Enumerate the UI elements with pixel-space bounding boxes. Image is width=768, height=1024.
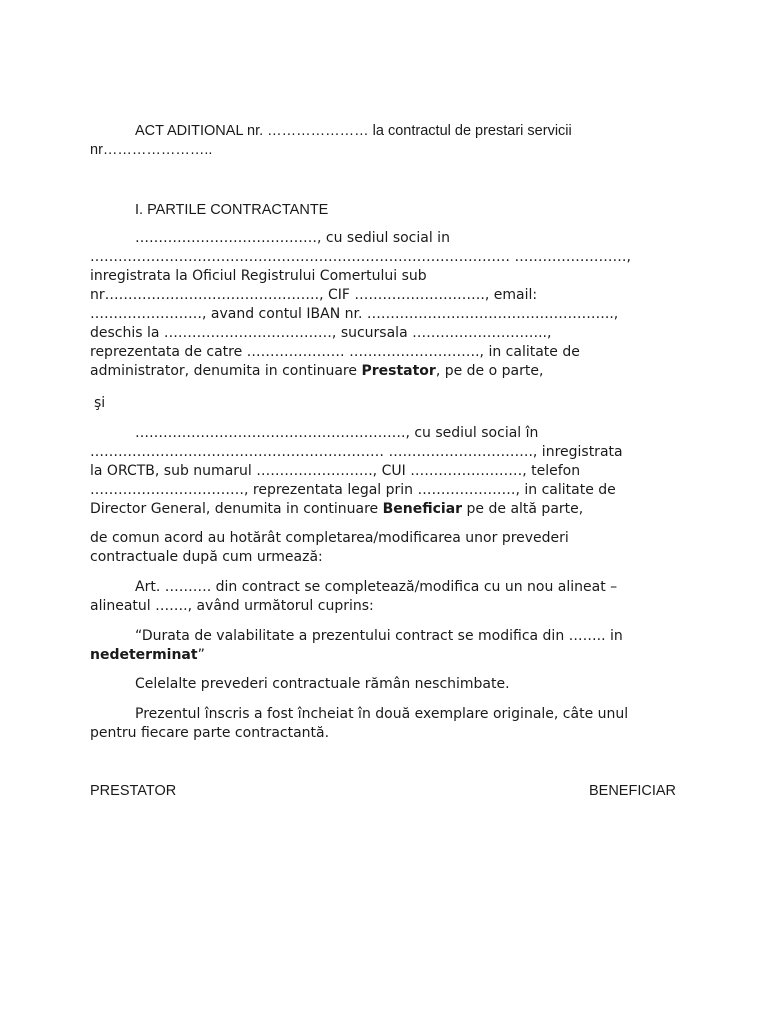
prestator-last-pre: administrator, denumita in continuare <box>90 363 362 379</box>
beneficiar-line: ……………………………………………………… …………………………., inregistrata <box>90 444 623 460</box>
beneficiar-line: la ORCTB, sub numarul ……………………., CUI ……………………, telefon <box>90 463 581 479</box>
beneficiar-line-last <box>90 500 682 519</box>
unchanged-paragraph <box>90 675 682 694</box>
unchanged-text: Celelalte prevederi contractuale rămân neschimbate. <box>135 676 510 692</box>
quote-line-1: “Durata de valabilitate a prezentului contract se modifica din …….. in <box>135 628 623 644</box>
signature-prestator: PRESTATOR <box>90 783 177 799</box>
article-line-1: Art. ………. din contract se completează/modifica cu un nou alineat – <box>135 579 618 595</box>
article-paragraph <box>90 578 682 616</box>
quote-paragraph <box>90 627 682 665</box>
beneficiar-line: …………………………………………………., cu sediul social în <box>135 425 539 441</box>
document-title <box>90 122 682 160</box>
article-line-2: alineatul ……., având următorul cuprins: <box>90 598 374 614</box>
agreement-paragraph <box>90 529 682 567</box>
prestator-role: Prestator <box>361 363 436 379</box>
title-line-1: ACT ADITIONAL nr. ………………… la contractul de prestari servicii <box>135 123 572 139</box>
section-heading-text: I. PARTILE CONTRACTANTE <box>135 202 329 218</box>
prestator-paragraph <box>90 229 682 381</box>
prestator-line: ……………………………………………………………………………… ……………………, <box>90 249 631 265</box>
beneficiar-role: Beneficiar <box>382 501 463 517</box>
beneficiar-last-pre: Director General, denumita in continuare <box>90 501 383 517</box>
quote-line-2 <box>90 646 682 665</box>
title-line-2: nr………………….. <box>90 142 213 158</box>
prestator-line: …………………………………, cu sediul social in <box>135 230 450 246</box>
prestator-line-last <box>90 362 682 381</box>
copies-line-1: Prezentul înscris a fost încheiat în două exemplare originale, câte unul <box>135 706 629 722</box>
section-heading <box>90 201 682 220</box>
prestator-line: inregistrata la Oficiul Registrului Comertului sub <box>90 268 427 284</box>
signature-beneficiar: BENEFICIAR <box>588 783 676 799</box>
quote-bold-word: nedeterminat <box>90 647 198 663</box>
copies-paragraph <box>90 705 682 743</box>
agreement-line-1: de comun acord au hotărât completarea/modificarea unor prevederi <box>90 530 569 546</box>
prestator-last-post: , pe de o parte, <box>435 363 544 379</box>
prestator-line: ……………………, avand contul IBAN nr. …………………………………………….., <box>90 306 619 322</box>
conjunction-text: şi <box>94 395 106 411</box>
quote-end-mark: ” <box>197 647 205 663</box>
prestator-line: reprezentata de catre ………………… ………………………., in calitate de <box>90 344 580 360</box>
agreement-line-2: contractuale după cum urmează: <box>90 549 323 565</box>
beneficiar-last-post: pe de altă parte, <box>462 501 584 517</box>
prestator-line: deschis la ………………………………, sucursala ……………………….., <box>90 325 552 341</box>
prestator-line: nr………………………………………., CIF ………………………., email: <box>90 287 538 303</box>
beneficiar-line: ……………………………, reprezentata legal prin …………………, in calitate de <box>90 482 616 498</box>
conjunction <box>94 394 686 413</box>
beneficiar-paragraph <box>90 424 682 519</box>
copies-line-2: pentru fiecare parte contractantă. <box>90 725 330 741</box>
